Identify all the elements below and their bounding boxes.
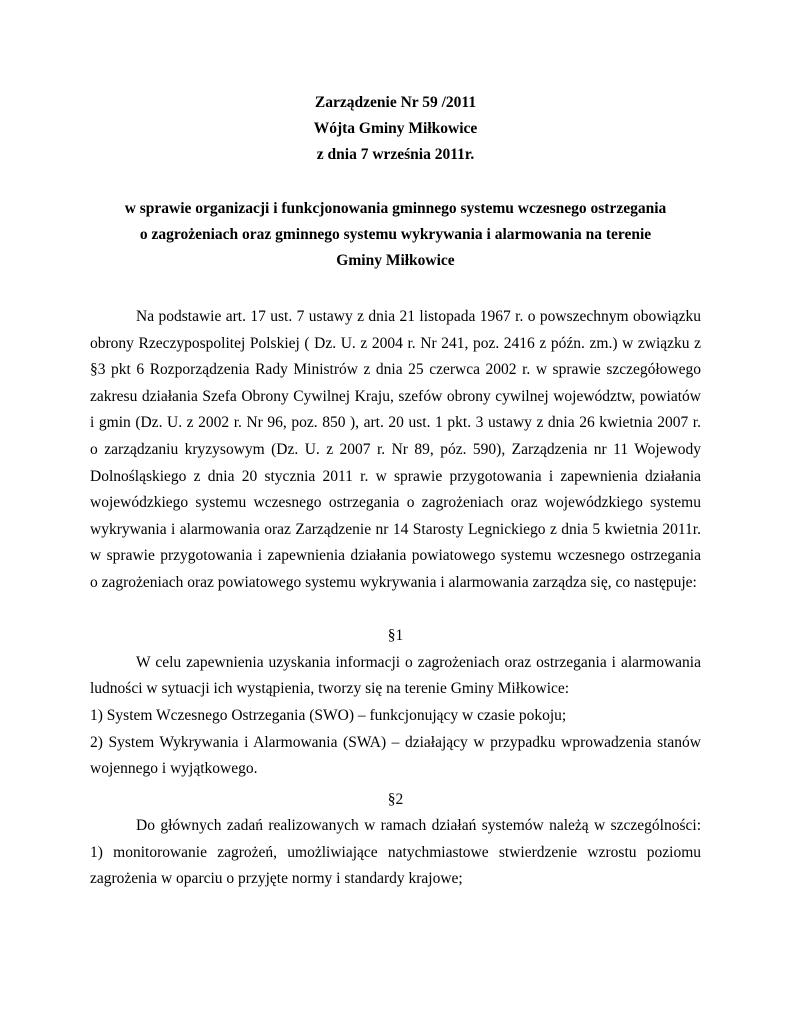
section-2 [90, 787, 701, 893]
document-body [90, 304, 701, 893]
preamble-paragraph [90, 304, 701, 597]
subject-line: w sprawie organizacji i funkcjonowania gminnego systemu wczesnego ostrzegania [124, 200, 667, 217]
preamble-line: wojewódzkiego systemu wczesnego ostrzegania o zagrożeniach oraz wojewódzkiego systemu [90, 494, 701, 512]
header-title: Zarządzenie Nr 59 /2011 [314, 94, 477, 111]
section-1-line: W celu zapewnienia uzyskania informacji o zagrożeniach oraz ostrzegania i alarmowania [136, 653, 701, 671]
section-1-line: wojennego i wyjątkowego. [90, 760, 258, 778]
document-header [0, 90, 791, 168]
section-1-line: ludności w sytuacji ich wystąpienia, tworzy się na terenie Gminy Miłkowice: [90, 680, 570, 698]
preamble-line: §3 pkt 6 Rozporządzenia Rady Ministrów z dnia 25 czerwca 2002 r. w sprawie szczegółowego [90, 361, 701, 379]
preamble-line: obrony Rzeczypospolitej Polskiej ( Dz. U. z 2004 r. Nr 241, poz. 2416 z późn. zm.) w związku z [90, 334, 701, 352]
section-2-line: zagrożenia w oparciu o przyjęte normy i standardy krajowe; [90, 870, 463, 888]
subject-line: o zagrożeniach oraz gminnego systemu wykrywania i alarmowania na terenie [139, 226, 652, 243]
section-1-line: 2) System Wykrywania i Alarmowania (SWA) – działający w przypadku wprowadzenia stanów [90, 733, 701, 751]
preamble-line: wykrywania i alarmowania oraz Zarządzenie nr 14 Starosty Legnickiego z dnia 5 kwietnia 2011r. [90, 520, 701, 538]
document-subject [0, 196, 791, 274]
preamble-line: i gmin (Dz. U. z 2002 r. Nr 96, poz. 850 ), art. 20 ust. 1 pkt. 3 ustawy z dnia 26 kwietnia 2007 r. [90, 414, 701, 432]
section-2-line: Do głównych zadań realizowanych w ramach działań systemów należą w szczególności: [136, 817, 701, 835]
section-1 [90, 623, 701, 783]
section-1-heading: §1 [387, 627, 404, 645]
preamble-line: o zagrożeniach oraz powiatowego systemu wykrywania i alarmowania zarządza się, co następuje: [90, 573, 697, 591]
subject-line: Gminy Miłkowice [336, 252, 455, 269]
section-2-heading: §2 [387, 790, 404, 808]
spacer [90, 597, 701, 624]
header-date: z dnia 7 września 2011r. [316, 146, 475, 163]
section-1-line: 1) System Wczesnego Ostrzegania (SWO) – funkcjonujący w czasie pokoju; [90, 706, 567, 724]
preamble-line: zakresu działania Szefa Obrony Cywilnej Kraju, szefów obrony cywilnej województw, powiatów [90, 387, 701, 405]
preamble-line: Dolnośląskiego z dnia 20 stycznia 2011 r. w sprawie przygotowania i zapewnienia działania [90, 467, 701, 485]
preamble-line: o zarządzaniu kryzysowym (Dz. U. z 2007 r. Nr 89, póz. 590), Zarządzenia nr 11 Wojewody [90, 440, 701, 458]
preamble-line: Na podstawie art. 17 ust. 7 ustawy z dnia 21 listopada 1967 r. o powszechnym obowiązku [136, 308, 701, 325]
preamble-line: w sprawie przygotowania i zapewnienia działania powiatowego systemu wczesnego ostrzegania [90, 547, 701, 565]
section-2-line: 1) monitorowanie zagrożeń, umożliwiające natychmiastowe stwierdzenie wzrostu poziomu [90, 843, 701, 861]
header-issuer: Wójta Gminy Miłkowice [313, 120, 478, 137]
